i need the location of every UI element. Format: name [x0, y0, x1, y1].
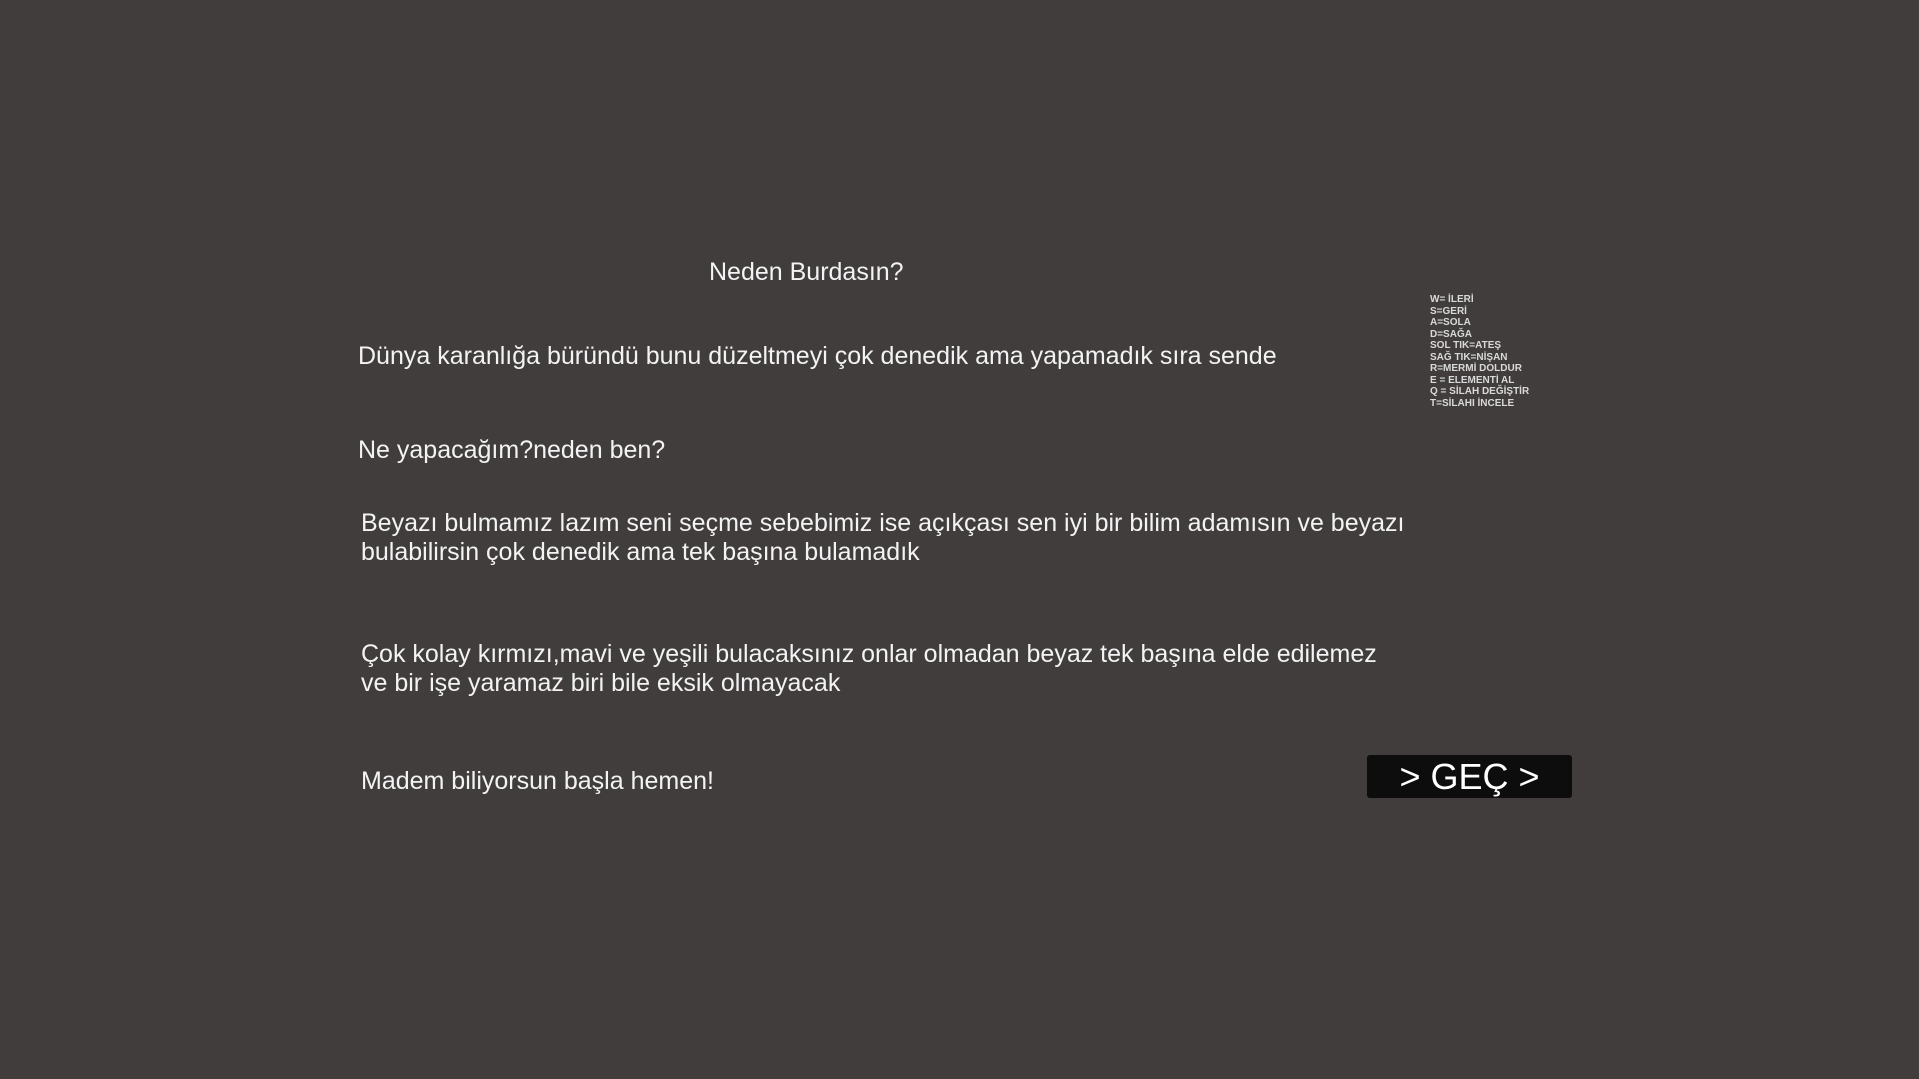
- control-right: D=SAĞA: [1430, 328, 1472, 340]
- dialog-line-4: Çok kolay kırmızı,mavi ve yeşili bulacaksınız onlar olmadan beyaz tek başına elde edilemez ve bir işe yaramaz biri bile eksik olmayacak: [361, 640, 1377, 697]
- dialog-line-3: Beyazı bulmamız lazım seni seçme sebebimiz ise açıkçası sen iyi bir bilim adamısın ve beyazı bulabilirsin çok denedik ama tek başına bulamadık: [361, 509, 1405, 566]
- control-reload: R=MERMİ DOLDUR: [1430, 363, 1522, 374]
- control-aim: SAĞ TIK=NİŞAN: [1430, 351, 1508, 363]
- control-fire: SOL TIK=ATEŞ: [1430, 340, 1502, 351]
- controls-list: [1430, 294, 1529, 409]
- dialog-title: Neden Burdasın?: [709, 258, 904, 286]
- skip-button[interactable]: > GEÇ >: [1367, 755, 1572, 798]
- control-left: A=SOLA: [1430, 317, 1471, 328]
- control-inspect-weapon: T=SİLAHI İNCELE: [1430, 397, 1515, 409]
- control-pickup: E = ELEMENTİ AL: [1430, 374, 1515, 386]
- dialog-line-5: Madem biliyorsun başla hemen!: [361, 767, 714, 795]
- dialog-line-2: Ne yapacağım?neden ben?: [358, 436, 666, 464]
- control-back: S=GERİ: [1430, 305, 1467, 317]
- dialog-line-1: Dünya karanlığa büründü bunu düzeltmeyi çok denedik ama yapamadık sıra sende: [358, 342, 1277, 370]
- control-forward: W= İLERİ: [1430, 294, 1474, 305]
- control-switch-weapon: Q = SİLAH DEĞİŞTİR: [1430, 386, 1530, 397]
